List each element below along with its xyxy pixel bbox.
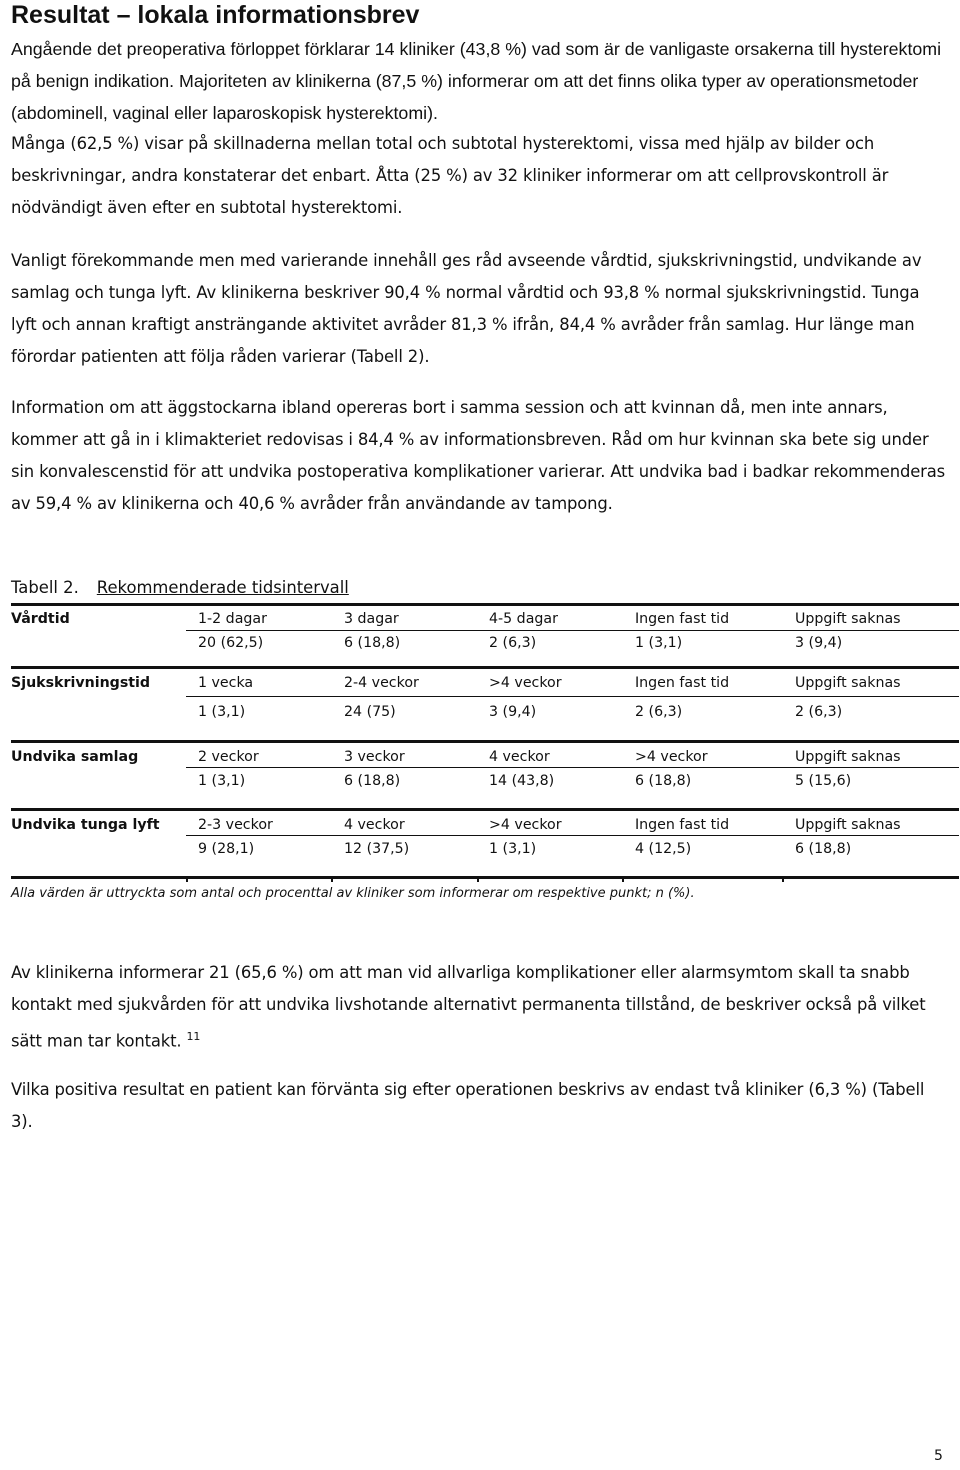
table-subrule	[186, 835, 959, 836]
table-subrule	[186, 767, 959, 768]
table-value-cell: 6 (18,8)	[344, 773, 401, 789]
table-header-cell: Uppgift saknas	[795, 749, 901, 765]
paragraph-advice: Vanligt förekommande men med varierande innehåll ges råd avseende vårdtid, sjukskrivningstid, undvikande av samlag och tunga lyft. Av klinikerna beskriver 90,4 % normal vårdtid och 93,8 % normal sjukskrivningstid. Tunga lyft och annan kraftigt ansträngande aktivitet avråder 81,3 % ifrån, 84,4 % avråder från samlag. Hur länge man förordar patienten att följa råden varierar (Tabell 2).	[11, 251, 922, 366]
table-header-cell: 3 dagar	[344, 611, 399, 627]
table-header-cell: 3 veckor	[344, 749, 405, 765]
table-header-cell: >4 veckor	[635, 749, 708, 765]
table-value-cell: 1 (3,1)	[489, 841, 537, 857]
table-value-row	[11, 631, 959, 655]
table-caption	[11, 574, 349, 602]
reference-number: 11	[186, 1030, 201, 1043]
table-header-cell: 2-4 veckor	[344, 675, 419, 691]
table-value-cell: 2 (6,3)	[635, 704, 683, 720]
paragraph-total-subtotal: Många (62,5 %) visar på skillnaderna mellan total och subtotal hysterektomi, vissa med hjälp av bilder och beskrivningar, andra konstaterar det enbart. Åtta (25 %) av 32 kliniker informerar om att cellprovskontroll är nödvändigt även efter en subtotal hysterektomi.	[11, 134, 889, 217]
row-label-undvika-samlag: Undvika samlag	[11, 749, 139, 765]
table-header-cell: Ingen fast tid	[635, 675, 730, 691]
table-header-cell: 4 veckor	[344, 817, 405, 833]
table-value-cell: 2 (6,3)	[489, 635, 537, 651]
table-value-cell: 6 (18,8)	[795, 841, 852, 857]
table-header-cell: 2-3 veckor	[198, 817, 273, 833]
table-value-cell: 1 (3,1)	[198, 773, 246, 789]
table-value-cell: 5 (15,6)	[795, 773, 852, 789]
table-value-row	[11, 769, 959, 793]
table-rule	[11, 740, 959, 743]
paragraph-ovaries: Information om att äggstockarna ibland opereras bort i samma session och att kvinnan då, men inte annars, kommer att gå in i klimakteriet redovisas i 84,4 % av informationsbreven. Råd om hur kvinnan ska bete sig under sin konvalescenstid för att undvika postoperativa komplikationer varierar. Att undvika bad i badkar rekommenderas av 59,4 % av klinikerna och 40,6 % avråder från användande av tampong.	[11, 398, 946, 513]
table-header-cell: Uppgift saknas	[795, 675, 901, 691]
table-header-cell: 1-2 dagar	[198, 611, 267, 627]
table-header-row	[11, 813, 959, 837]
column-tick	[782, 876, 784, 882]
table-value-cell: 24 (75)	[344, 704, 396, 720]
page-number: 5	[934, 1448, 943, 1464]
page-title: Resultat – lokala informationsbrev	[11, 1, 420, 29]
table-header-row	[11, 745, 959, 769]
table-value-cell: 9 (28,1)	[198, 841, 255, 857]
table-bottom-rule	[11, 876, 959, 879]
table-value-cell: 12 (37,5)	[344, 841, 410, 857]
table-header-cell: 2 veckor	[198, 749, 259, 765]
table-header-cell: Uppgift saknas	[795, 611, 901, 627]
row-label-vardtid: Vårdtid	[11, 611, 70, 627]
paragraph-complications-text: Av klinikerna informerar 21 (65,6 %) om att man vid allvarliga komplikationer eller alarmsymtom skall ta snabb kontakt med sjukvården för att undvika livshotande alternativt permanenta tillstånd, de beskriver också på vilket sätt man tar kontakt.	[11, 963, 926, 1051]
table-header-cell: 1 vecka	[198, 675, 254, 691]
table-value-cell: 6 (18,8)	[344, 635, 401, 651]
table-value-cell: 20 (62,5)	[198, 635, 264, 651]
paragraph-positive-results: Vilka positiva resultat en patient kan förvänta sig efter operationen beskrivs av endast två kliniker (6,3 %) (Tabell 3).	[11, 1080, 925, 1131]
table-header-cell: >4 veckor	[489, 817, 562, 833]
table-value-cell: 3 (9,4)	[489, 704, 537, 720]
table-value-row	[11, 837, 959, 861]
table-header-cell: Ingen fast tid	[635, 817, 730, 833]
table-subrule	[186, 696, 959, 697]
document-page	[11, 0, 951, 1470]
table-rule	[11, 603, 959, 606]
row-label-undvika-tunga-lyft: Undvika tunga lyft	[11, 817, 160, 833]
paragraph-complications	[11, 957, 948, 1057]
table-header-cell: Uppgift saknas	[795, 817, 901, 833]
row-label-sjukskrivningstid: Sjukskrivningstid	[11, 675, 151, 691]
table-header-cell: Ingen fast tid	[635, 611, 730, 627]
table-header-cell: 4 veckor	[489, 749, 550, 765]
table-header-row	[11, 607, 959, 631]
table-value-cell: 4 (12,5)	[635, 841, 692, 857]
table-value-cell: 1 (3,1)	[635, 635, 683, 651]
table-value-cell: 1 (3,1)	[198, 704, 246, 720]
table-rule	[11, 808, 959, 811]
table-footnote: Alla värden är uttryckta som antal och procenttal av kliniker som informerar om respektive punkt; n (%).	[11, 886, 695, 901]
table-header-row	[11, 671, 959, 695]
table-value-cell: 6 (18,8)	[635, 773, 692, 789]
table-value-cell: 14 (43,8)	[489, 773, 555, 789]
table-header-cell: >4 veckor	[489, 675, 562, 691]
table-value-cell: 2 (6,3)	[795, 704, 843, 720]
table-label: Tabell 2.	[11, 578, 79, 597]
table-rule	[11, 666, 959, 669]
intro-paragraph: Angående det preoperativa förloppet förklarar 14 kliniker (43,8 %) vad som är de vanligaste orsakerna till hysterektomi på benign indikation. Majoriteten av klinikerna (87,5 %) informerar om att det finns olika typer av operationsmetoder (abdominell, vaginal eller laparoskopisk hysterektomi).	[11, 39, 942, 123]
table-heading: Rekommenderade tidsintervall	[96, 578, 349, 597]
table-value-cell: 3 (9,4)	[795, 635, 843, 651]
table-value-row	[11, 700, 959, 724]
table-header-cell: 4-5 dagar	[489, 611, 558, 627]
